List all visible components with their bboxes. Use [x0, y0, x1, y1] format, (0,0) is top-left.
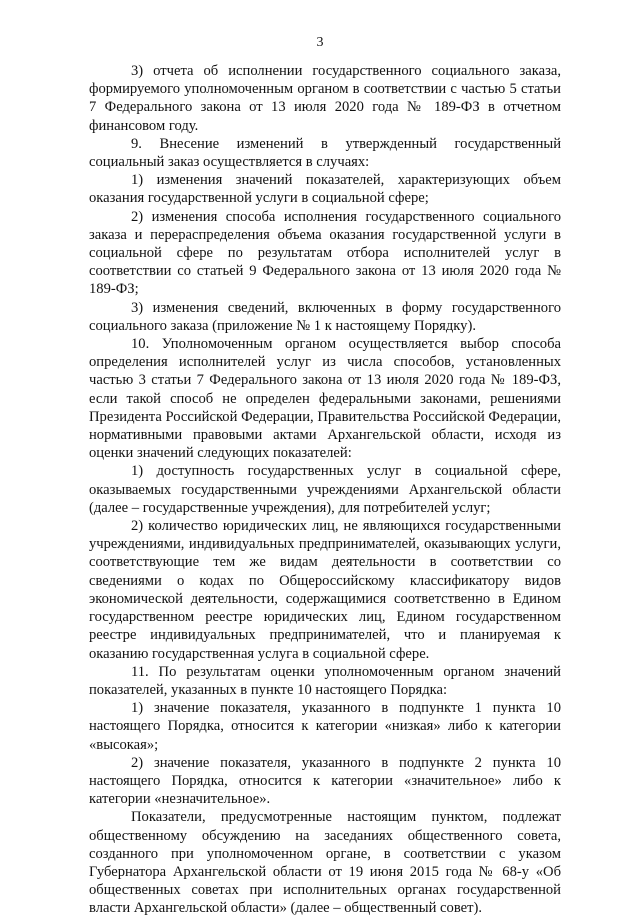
paragraph-9-changes: 9. Внесение изменений в утвержденный государственный социальный заказ осуществляется в случаях: [89, 135, 561, 171]
paragraph-11-results: 11. По результатам оценки уполномоченным органом значений показателей, указанных в пункте 10 настоящего Порядка: [89, 663, 561, 698]
paragraph-11-item-2: 2) значение показателя, указанного в подпункте 2 пункта 10 настоящего Порядка, относится к категории «значительное» либо к категории «незначительное». [89, 754, 561, 808]
paragraph-10-item-2: 2) количество юридических лиц, не являющихся государственными учреждениями, индивидуальных предпринимателей, оказывающих услуги, соответствующие тем же видам деятельности в соответствии со сведениями о кодах по Общероссийскому классификатору видов экономической деятельности, содержащимися соответственно в Едином государственном реестре юридических лиц, Едином государственном реестре индивидуальных предпринимателей, что и планируемая к оказанию государственная услуга в социальной сфере. [89, 518, 561, 662]
paragraph-public-discussion: Показатели, предусмотренные настоящим пунктом, подлежат общественному обсуждению на заседаниях общественного совета, созданного при уполномоченном органе, в соответствии с указом Губернатора Архангельской области от 19 июня 2015 года № 68-у «Об общественных советах при исполнительных органах государственной власти Архангельской области» (далее – общественный совет). [89, 809, 561, 917]
document-body [89, 62, 561, 918]
paragraph-9-item-3: 3) изменения сведений, включенных в форму государственного социального заказа (приложение № 1 к настоящему Порядку). [89, 299, 561, 334]
page-number: 3 [316, 35, 324, 50]
paragraph-11-item-1: 1) значение показателя, указанного в подпункте 1 пункта 10 настоящего Порядка, относится к категории «низкая» либо к категории «высокая»; [89, 700, 561, 753]
paragraph-9-item-2: 2) изменения способа исполнения государственного социального заказа и перераспределения объема оказания государственной услуги в социальной сфере по результатам отбора исполнителей услуг в соответствии со статьей 9 Федерального закона от 13 июля 2020 года № 189-ФЗ; [89, 208, 561, 298]
paragraph-item-3-report: 3) отчета об исполнении государственного социального заказа, формируемого уполномоченным органом в соответствии с частью 5 статьи 7 Федерального закона от 13 июля 2020 года № 189-ФЗ в отчетном финансовом году. [89, 63, 561, 134]
paragraph-10-selection: 10. Уполномоченным органом осуществляется выбор способа определения исполнителей услуг из числа способов, установленных частью 3 статьи 7 Федерального закона от 13 июля 2020 года № 189-ФЗ, если такой способ не определен федеральными законами, решениями Президента Российской Федерации, Правительства Российской Федерации, нормативными правовыми актами Архангельской области, исходя из оценки значений следующих показателей: [89, 336, 561, 462]
paragraph-10-item-1: 1) доступность государственных услуг в социальной сфере, оказываемых государственными учреждениями Архангельской области (далее – государственные учреждения), для потребителей услуг; [89, 463, 561, 516]
paragraph-9-item-1: 1) изменения значений показателей, характеризующих объем оказания государственной услуги в социальной сфере; [89, 172, 561, 207]
